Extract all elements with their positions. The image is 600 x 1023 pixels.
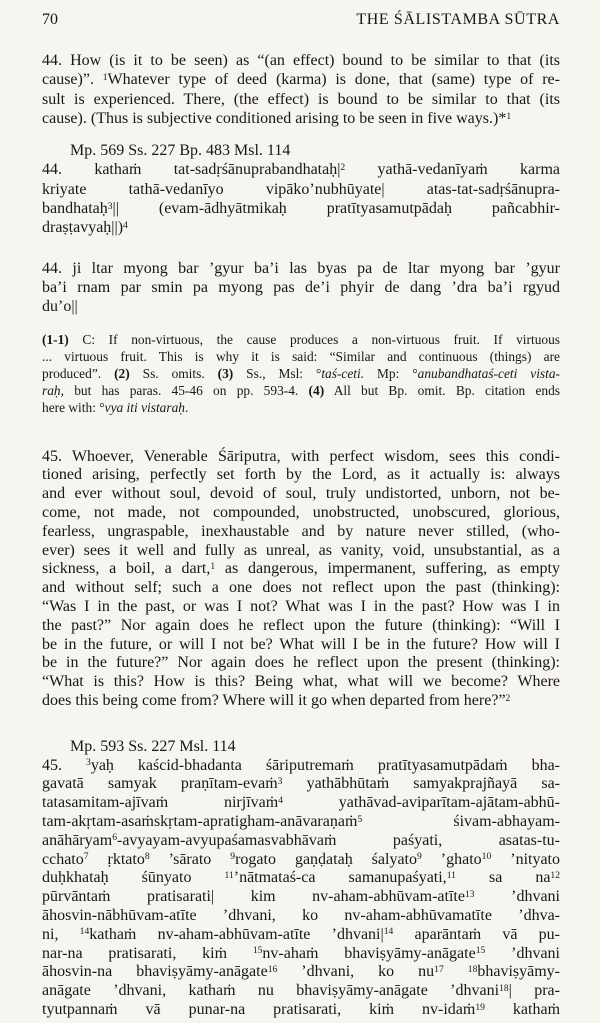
text-line: does this being come from? Where will it go when departed from here?”$^2$ bbox=[42, 691, 511, 709]
text-line: āhosvin-na bhaviṣyāmy-anāgate$^{16}$ ’dhvani, ko $nu^{17}$ $^{18}$bhaviṣyāmy- bbox=[42, 963, 561, 981]
text-line: kriyate tathā-vedanīyo vipāko’nubhūyate| atas-tat-sadṛśānupra- bbox=[42, 180, 560, 198]
text-line: come, not made, not compounded, unobstructed, unobscured, glorious, bbox=[42, 503, 560, 521]
text-line: 44. ji ltar myong bar ’gyur ba’i las byas pa de ltar myong bar ’gyur bbox=[42, 259, 560, 277]
text-line: produced”. (2) Ss. omits. (3) Ss., Msl: °taś-ceti. Mp: °anubandhataś-ceti vista- bbox=[42, 365, 561, 381]
text-line: here with: °vya iti vistaraḥ. bbox=[42, 400, 189, 416]
text-line: bandhataḥ$^3$|| (evam-ādhyātmikaḥ pratītyasamutpādaḥ pañcabhir- bbox=[42, 200, 560, 218]
paragraph-44-english-translation bbox=[42, 51, 560, 128]
text-line: pūrvāntaṁ pratisarati| kim nv-aham-abhūvam-atīte$^{13}$ ’dhvani bbox=[42, 888, 560, 906]
text-line: ever) sees it well and fully as unreal, as vanity, void, unsubstantial, as a bbox=[42, 541, 560, 559]
text-line: tioned arising, perfectly set forth by the Lord, as it actually is: always bbox=[42, 466, 560, 484]
text-line: tatasamitam-ajīvaṁ nirjīvaṁ$^4$ yathāvad-aviparītam-ajātam-abhū- bbox=[42, 794, 560, 812]
text-line: 45. $^3$yaḥ kaścid-bhadanta śāriputremaṁ pratītyasamutpādaṁ bha- bbox=[42, 756, 561, 774]
text-line: ni, $^{14}$kathaṁ nv-aham-abhūvam-atīte $’dhvani|^{14}$ aparāntaṁ vā pu- bbox=[42, 925, 561, 943]
text-line: raḥ, but has paras. 45-46 on pp. 593-4. (4) All but Bp. omit. Bp. citation ends bbox=[42, 383, 561, 399]
text-line: “What is this? How is this? Being what, what will we become? Where bbox=[42, 673, 560, 691]
text-line: āhosvin-nābhūvam-atīte ’dhvani, ko nv-aham-abhūvamatīte ’dhva- bbox=[42, 906, 560, 924]
text-line: (1-1) C: If non-virtuous, the cause produces a non-virtuous fruit. If virtuous bbox=[42, 331, 560, 347]
text-line: duḥkhataḥ śūnyato $^{11}$’nātmataś-ca samanupaśyati,$^{11}$ sa $na^{12}$ bbox=[42, 869, 561, 887]
text-line: be in the future, or will I not be? What will I be in the future? How will I bbox=[42, 635, 560, 653]
text-line: and without self; such a one does not reflect upon the past (thinking): bbox=[42, 579, 560, 597]
text-line: 45. Whoever, Venerable Śāriputra, with perfect wisdom, sees this condi- bbox=[42, 447, 560, 465]
text-line: nar-na pratisarati, kiṁ $^{15}$nv-ahaṁ bhaviṣyāmy-anāgate$^{15}$ ’dhvani bbox=[42, 944, 560, 962]
paragraph-44-sanskrit bbox=[42, 160, 560, 237]
page-header bbox=[42, 10, 560, 30]
text-line: ... virtuous fruit. This is why it is said: “Similar and continuous (things) are bbox=[42, 348, 560, 364]
text-line: cchato$^7$ ṛktato$^8$ ’sārato $^9$rogato gaṇḍataḥ śalyato$^9$ ’ghato$^{10}$ ’nityato bbox=[42, 850, 560, 868]
source-reference-45: Mp. 593 Ss. 227 Msl. 114 bbox=[70, 737, 236, 755]
text-line: ba’i rnam par smin pa myong pas de’i phyir de dang ’dra ba’i rgyud bbox=[42, 278, 560, 296]
text-line: draṣṭavyaḥ||)$^4$ bbox=[42, 219, 128, 237]
text-line: sickness, a boil, a dart,$^1$ as dangerous, impermanent, suffering, as empty bbox=[42, 560, 560, 578]
paragraph-45-sanskrit bbox=[42, 757, 560, 1020]
text-line: 44. kathaṁ tat-$sadṛśānuprabandhataḥ|^2$ yathā-vedanīyaṁ karma bbox=[42, 161, 560, 179]
text-line: be in the future?” Nor again does he reflect upon the present (thinking): bbox=[42, 654, 560, 672]
text-line: gavatā samyak praṇītam-evaṁ$^3$ yathābhūtaṁ samyakprajñayā sa- bbox=[42, 775, 561, 793]
paragraph-45-english-translation bbox=[42, 448, 560, 711]
text-line: fearless, ungraspable, inexhaustable and by nature never stilled, (who- bbox=[42, 522, 560, 540]
text-line: anāgate ’dhvani, kathaṁ nu bhaviṣyāmy-anāgate ’dhvani$^{18}$| pra- bbox=[42, 982, 560, 1000]
page-number: 70 bbox=[42, 11, 58, 28]
paragraph-44-tibetan-transliteration bbox=[42, 259, 560, 317]
text-line: 44. How (is it to be seen) as “(an effect) bound to be similar to that (its bbox=[42, 52, 560, 69]
text-line: du’o|| bbox=[42, 298, 78, 316]
text-line: cause)”. $^1$Whatever type of deed (karma) is done, that (same) type of re- bbox=[42, 71, 560, 89]
running-title: THE ŚĀLISTAMBA SŪTRA bbox=[356, 11, 560, 28]
text-line: the past?” Nor again does he reflect upon the future (thinking): “Will I bbox=[42, 616, 560, 634]
source-reference-44: Mp. 569 Ss. 227 Bp. 483 Msl. 114 bbox=[70, 142, 291, 160]
text-line: tyutpannaṁ vā punar-na pratisarati, kiṁ nv-idaṁ$^{19}$ kathaṁ bbox=[42, 1000, 561, 1018]
text-line: cause). (Thus is subjective conditioned arising to be seen in five ways.)*$^1$ bbox=[42, 109, 512, 127]
text-line: and ever without soul, devoid of soul, truly undistorted, unborn, not be- bbox=[42, 485, 560, 503]
critical-apparatus-notes-44 bbox=[42, 331, 560, 417]
text-line: “Was I in the past, or was I not? What was I in the past? How was I in bbox=[42, 597, 560, 615]
text-line: anāhāryam$^6$-avyayam-avyupaśamasvabhāvaṁ paśyati, asatas-tu- bbox=[42, 831, 560, 849]
text-line: sult is experienced. There, (the effect) is bound to be similar to that (its bbox=[42, 90, 560, 108]
text-line: tam-akṛtam-asaṁskṛtam-apratigham-anāvaraṇaṁ$^5$ śivam-abhayam- bbox=[42, 812, 560, 830]
